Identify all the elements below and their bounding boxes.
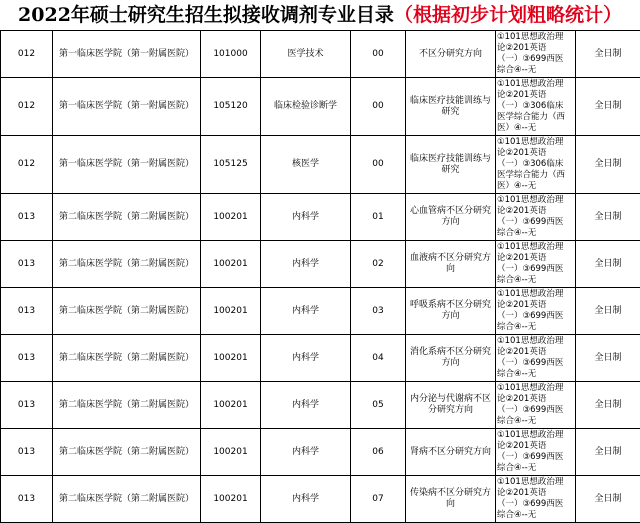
college-code-cell: 013 <box>1 382 53 429</box>
study-mode-cell: 全日制 <box>576 31 640 78</box>
college-code-cell: 013 <box>1 335 53 382</box>
table-row <box>1 429 640 476</box>
major-code-cell: 100201 <box>201 429 261 476</box>
major-name-cell: 内科学 <box>261 335 351 382</box>
exam-line: （一）③699西医 <box>497 217 574 228</box>
exam-subjects-cell <box>496 382 576 429</box>
college-name-cell: 第一临床医学院（第一附属医院） <box>53 136 201 194</box>
exam-line: 论②201英语 <box>497 488 574 499</box>
direction-code-cell: 03 <box>351 288 406 335</box>
exam-line: 综合④--无 <box>497 463 574 474</box>
exam-line: ①101思想政治理 <box>497 336 574 347</box>
college-code-cell: 012 <box>1 78 53 136</box>
exam-subjects-cell <box>496 31 576 78</box>
exam-line: 综合④--无 <box>497 322 574 333</box>
major-name-cell: 内科学 <box>261 382 351 429</box>
table-row <box>1 78 640 136</box>
major-code-cell: 100201 <box>201 476 261 523</box>
major-name-cell: 临床检验诊断学 <box>261 78 351 136</box>
study-mode-cell: 全日制 <box>576 476 640 523</box>
study-mode-cell: 全日制 <box>576 335 640 382</box>
exam-line: ①101思想政治理 <box>497 195 574 206</box>
direction-cell: 呼吸系病不区分研究方向 <box>406 288 496 335</box>
direction-cell: 肾病不区分研究方向 <box>406 429 496 476</box>
direction-code-cell: 07 <box>351 476 406 523</box>
major-name-cell: 内科学 <box>261 241 351 288</box>
major-code-cell: 100201 <box>201 241 261 288</box>
major-name-cell: 内科学 <box>261 288 351 335</box>
college-code-cell: 013 <box>1 194 53 241</box>
exam-line: ①101思想政治理 <box>497 32 574 43</box>
college-name-cell: 第二临床医学院（第二附属医院） <box>53 194 201 241</box>
major-code-cell: 100201 <box>201 288 261 335</box>
exam-line: 综合④--无 <box>497 228 574 239</box>
exam-line: （一）③306临床 <box>497 101 574 112</box>
exam-line: 综合④--无 <box>497 416 574 427</box>
exam-line: ①101思想政治理 <box>497 242 574 253</box>
exam-line: ①101思想政治理 <box>497 289 574 300</box>
major-name-cell: 内科学 <box>261 194 351 241</box>
table-row <box>1 335 640 382</box>
exam-line: ①101思想政治理 <box>497 79 574 90</box>
major-code-cell: 100201 <box>201 382 261 429</box>
direction-cell: 内分泌与代谢病不区分研究方向 <box>406 382 496 429</box>
exam-subjects-cell <box>496 241 576 288</box>
exam-line: 论②201英语 <box>497 43 574 54</box>
college-name-cell: 第二临床医学院（第二附属医院） <box>53 429 201 476</box>
exam-line: （一）③699西医 <box>497 54 574 65</box>
exam-line: 论②201英语 <box>497 206 574 217</box>
exam-line: 论②201英语 <box>497 347 574 358</box>
exam-line: 论②201英语 <box>497 148 574 159</box>
direction-code-cell: 00 <box>351 78 406 136</box>
direction-code-cell: 00 <box>351 136 406 194</box>
major-name-cell: 医学技术 <box>261 31 351 78</box>
table-row <box>1 382 640 429</box>
exam-line: 论②201英语 <box>497 90 574 101</box>
exam-line: 综合④--无 <box>497 65 574 76</box>
exam-line: 医学综合能力（西 <box>497 170 574 181</box>
direction-code-cell: 04 <box>351 335 406 382</box>
exam-line: （一）③699西医 <box>497 264 574 275</box>
college-name-cell: 第二临床医学院（第二附属医院） <box>53 382 201 429</box>
major-code-cell: 105125 <box>201 136 261 194</box>
exam-line: （一）③306临床 <box>497 159 574 170</box>
direction-code-cell: 01 <box>351 194 406 241</box>
direction-cell: 心血管病不区分研究方向 <box>406 194 496 241</box>
exam-line: （一）③699西医 <box>497 311 574 322</box>
direction-code-cell: 00 <box>351 31 406 78</box>
exam-line: 医）④--无 <box>497 123 574 134</box>
table-row <box>1 136 640 194</box>
study-mode-cell: 全日制 <box>576 136 640 194</box>
table-row <box>1 476 640 523</box>
direction-cell: 传染病不区分研究方向 <box>406 476 496 523</box>
table-row <box>1 288 640 335</box>
exam-subjects-cell <box>496 194 576 241</box>
exam-subjects-cell <box>496 429 576 476</box>
exam-line: ①101思想政治理 <box>497 383 574 394</box>
study-mode-cell: 全日制 <box>576 429 640 476</box>
exam-line: （一）③699西医 <box>497 405 574 416</box>
college-code-cell: 013 <box>1 288 53 335</box>
study-mode-cell: 全日制 <box>576 194 640 241</box>
exam-line: 综合④--无 <box>497 275 574 286</box>
major-code-cell: 100201 <box>201 335 261 382</box>
exam-line: ①101思想政治理 <box>497 137 574 148</box>
college-name-cell: 第二临床医学院（第二附属医院） <box>53 335 201 382</box>
college-name-cell: 第二临床医学院（第二附属医院） <box>53 241 201 288</box>
exam-line: 医）④--无 <box>497 181 574 192</box>
exam-line: （一）③699西医 <box>497 358 574 369</box>
direction-code-cell: 05 <box>351 382 406 429</box>
exam-line: 论②201英语 <box>497 441 574 452</box>
direction-cell: 临床医疗技能训练与研究 <box>406 136 496 194</box>
exam-line: （一）③699西医 <box>497 452 574 463</box>
table-row <box>1 241 640 288</box>
major-code-cell: 101000 <box>201 31 261 78</box>
study-mode-cell: 全日制 <box>576 288 640 335</box>
college-name-cell: 第二临床医学院（第二附属医院） <box>53 476 201 523</box>
table-row <box>1 194 640 241</box>
study-mode-cell: 全日制 <box>576 78 640 136</box>
college-code-cell: 013 <box>1 429 53 476</box>
title-main: 2022年硕士研究生招生拟接收调剂专业目录 <box>18 4 394 26</box>
major-code-cell: 105120 <box>201 78 261 136</box>
exam-line: 论②201英语 <box>497 300 574 311</box>
college-name-cell: 第一临床医学院（第一附属医院） <box>53 31 201 78</box>
exam-line: ①101思想政治理 <box>497 430 574 441</box>
exam-line: （一）③699西医 <box>497 499 574 510</box>
title-note: （根据初步计划粗略统计） <box>394 4 622 26</box>
catalog-table <box>0 30 640 523</box>
study-mode-cell: 全日制 <box>576 382 640 429</box>
exam-subjects-cell <box>496 78 576 136</box>
exam-subjects-cell <box>496 136 576 194</box>
major-name-cell: 核医学 <box>261 136 351 194</box>
college-name-cell: 第一临床医学院（第一附属医院） <box>53 78 201 136</box>
exam-line: 综合④--无 <box>497 510 574 521</box>
major-name-cell: 内科学 <box>261 429 351 476</box>
exam-line: ①101思想政治理 <box>497 477 574 488</box>
exam-line: 综合④--无 <box>497 369 574 380</box>
major-name-cell: 内科学 <box>261 476 351 523</box>
direction-code-cell: 06 <box>351 429 406 476</box>
study-mode-cell: 全日制 <box>576 241 640 288</box>
college-code-cell: 013 <box>1 476 53 523</box>
exam-subjects-cell <box>496 476 576 523</box>
college-code-cell: 013 <box>1 241 53 288</box>
college-code-cell: 012 <box>1 136 53 194</box>
exam-subjects-cell <box>496 335 576 382</box>
direction-cell: 临床医疗技能训练与研究 <box>406 78 496 136</box>
exam-line: 论②201英语 <box>497 394 574 405</box>
exam-line: 论②201英语 <box>497 253 574 264</box>
college-name-cell: 第二临床医学院（第二附属医院） <box>53 288 201 335</box>
exam-subjects-cell <box>496 288 576 335</box>
direction-cell: 血液病不区分研究方向 <box>406 241 496 288</box>
page-title <box>0 0 640 30</box>
major-code-cell: 100201 <box>201 194 261 241</box>
exam-line: 医学综合能力（西 <box>497 112 574 123</box>
direction-code-cell: 02 <box>351 241 406 288</box>
table-row <box>1 31 640 78</box>
direction-cell: 不区分研究方向 <box>406 31 496 78</box>
college-code-cell: 012 <box>1 31 53 78</box>
direction-cell: 消化系病不区分研究方向 <box>406 335 496 382</box>
